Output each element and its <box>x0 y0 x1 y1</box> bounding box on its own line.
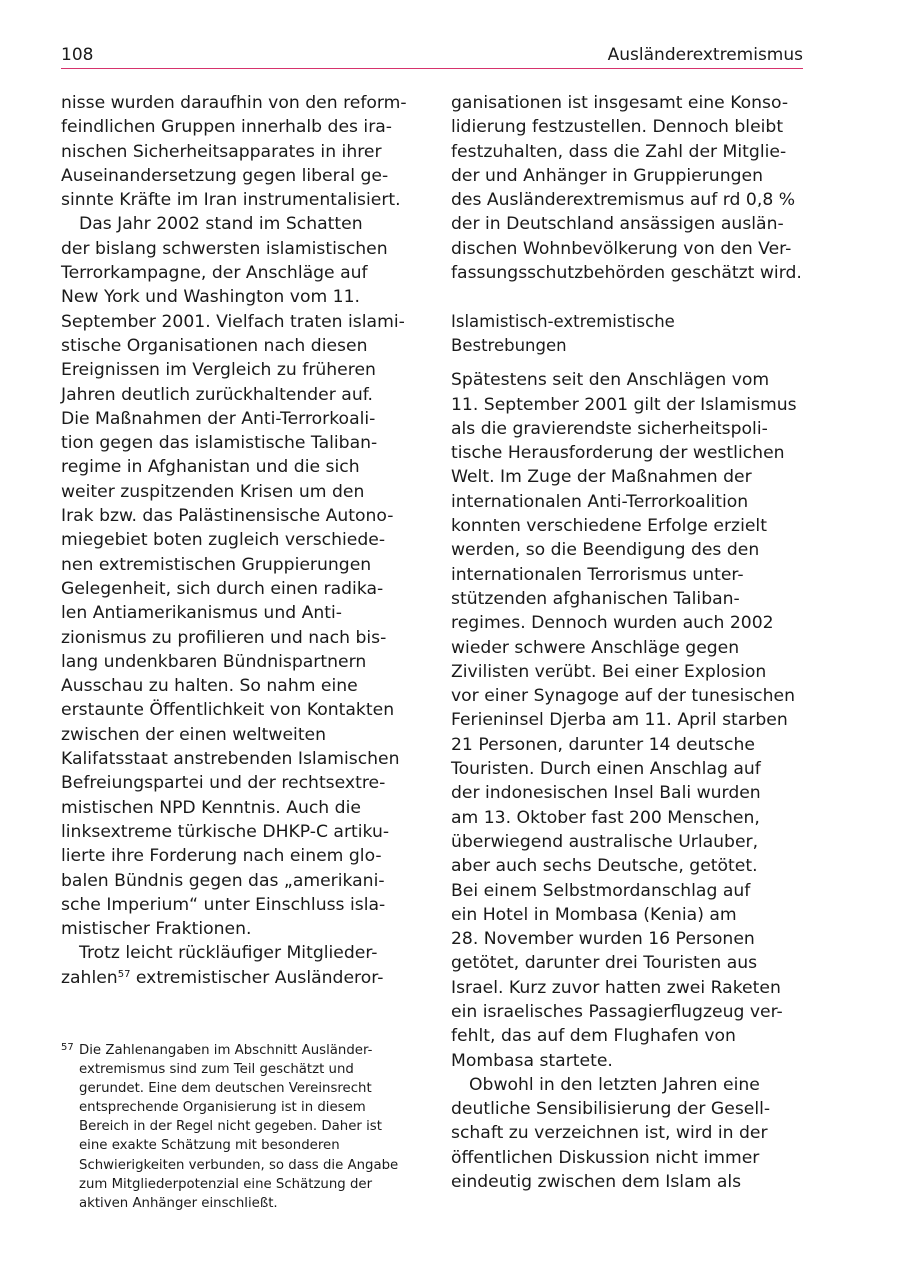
text-line: lang undenkbaren Bündnispartnern <box>61 651 367 672</box>
text-line: Obwohl in den letzten Jahren eine <box>469 1074 760 1095</box>
text-line: internationalen Anti-Terrorkoalition <box>451 491 749 512</box>
text-line: Spätestens seit den Anschlägen vom <box>451 370 770 391</box>
text-line: stützenden afghanischen Taliban- <box>451 588 740 609</box>
text-line: feindlichen Gruppen innerhalb des ira- <box>61 117 393 138</box>
text-line: konnten verschiedene Erfolge erzielt <box>451 516 767 537</box>
left-column <box>61 91 414 990</box>
text-line: Befreiungspartei und der rechtsextre- <box>61 773 386 794</box>
text-line: lidierung festzustellen. Dennoch bleibt <box>451 117 784 138</box>
footnote-line: eine exakte Schätzung mit besonderen <box>79 1138 340 1154</box>
text-line: miegebiet boten zugleich verschiede- <box>61 530 386 551</box>
text-line: ganisationen ist insgesamt eine Konso- <box>451 93 789 113</box>
text-line: getötet, darunter drei Touristen aus <box>451 953 758 974</box>
text-line: internationalen Terrorismus unter- <box>451 564 744 585</box>
text-line: Jahren deutlich zurückhaltender auf. <box>61 384 373 405</box>
paragraph <box>451 368 803 1073</box>
text-line: Kalifatsstaat anstrebenden Islamischen <box>61 749 400 770</box>
footnote-line: aktiven Anhänger einschließt. <box>79 1195 278 1211</box>
text-line: aber auch sechs Deutsche, getötet. <box>451 856 758 877</box>
text-line: ein israelisches Passagierflugzeug ver- <box>451 1001 783 1022</box>
text-line: Bei einem Selbstmordanschlag auf <box>451 880 751 901</box>
text-line: deutliche Sensibilisierung der Gesell- <box>451 1099 771 1120</box>
text-line: Gelegenheit, sich durch einen radika- <box>61 578 384 599</box>
text-line: vor einer Synagoge auf der tunesischen <box>451 686 795 707</box>
text-line: 28. November wurden 16 Personen <box>451 929 755 950</box>
page-number: 108 <box>61 45 94 65</box>
text-line: Das Jahr 2002 stand im Schatten <box>79 214 363 235</box>
text-line: mistischen NPD Kenntnis. Auch die <box>61 797 361 818</box>
heading-line: Islamistisch-extremistische <box>451 311 675 331</box>
footnote-line: extremismus sind zum Teil geschätzt und <box>79 1062 354 1078</box>
paragraph <box>451 1073 803 1194</box>
text-segment: zahlen <box>61 967 118 988</box>
text-line: dischen Wohnbevölkerung von den Ver- <box>451 238 792 259</box>
text-line: tion gegen das islamistische Taliban- <box>61 433 378 454</box>
heading-line: Bestrebungen <box>451 335 567 355</box>
text-line: New York und Washington vom 11. <box>61 287 361 308</box>
text-line: September 2001. Vielfach traten islami- <box>61 311 405 332</box>
text-line: wieder schwere Anschläge gegen <box>451 637 740 658</box>
text-line: Zivilisten verübt. Bei einer Explosion <box>451 661 767 682</box>
spacer <box>451 358 803 368</box>
text-segment: extremistischer Ausländeror- <box>130 967 384 988</box>
text-line: schaft zu verzeichnen ist, wird in der <box>451 1123 768 1144</box>
footnote-line: gerundet. Eine dem deutschen Vereinsrecht <box>79 1081 372 1097</box>
text-line: werden, so die Beendigung des den <box>451 540 760 561</box>
text-line: als die gravierendste sicherheitspoli- <box>451 418 768 439</box>
text-line: fassungsschutzbehörden geschätzt wird. <box>451 263 802 284</box>
text-line: Touristen. Durch einen Anschlag auf <box>451 759 761 780</box>
footnote-line: Die Zahlenangaben im Abschnitt Ausländer- <box>79 1043 373 1058</box>
text-line: sinnte Kräfte im Iran instrumentalisiert. <box>61 190 401 211</box>
text-line: len Antiamerikanismus und Anti- <box>61 603 342 624</box>
text-line: mistischer Fraktionen. <box>61 919 252 940</box>
text-line <box>61 966 414 990</box>
text-line: regimes. Dennoch wurden auch 2002 <box>451 613 774 634</box>
right-column <box>451 91 803 1194</box>
text-line: zwischen der einen weltweiten <box>61 724 327 745</box>
text-line: weiter zuspitzenden Krisen um den <box>61 481 365 502</box>
text-line: balen Bündnis gegen das „amerikani- <box>61 870 385 891</box>
running-title: Ausländerextremismus <box>607 45 803 65</box>
text-line: der bislang schwersten islamistischen <box>61 238 388 259</box>
text-line: Terrorkampagne, der Anschläge auf <box>61 263 368 284</box>
text-line: Auseinandersetzung gegen liberal ge- <box>61 165 389 186</box>
text-line: festzuhalten, dass die Zahl der Mitglie- <box>451 141 787 162</box>
text-line: Trotz leicht rückläufiger Mitglieder- <box>79 943 378 964</box>
paragraph <box>451 91 803 285</box>
text-line: sche Imperium“ unter Einschluss isla- <box>61 894 386 915</box>
footnote <box>61 1041 414 1213</box>
spacer <box>451 285 803 309</box>
text-line: der indonesischen Insel Bali wurden <box>451 783 761 804</box>
footnote-marker: 57 <box>61 1042 74 1053</box>
text-line: regime in Afghanistan und die sich <box>61 457 360 478</box>
footnote-text <box>79 1041 414 1213</box>
paragraph <box>61 91 414 212</box>
footnote-line: Schwierigkeiten verbunden, so dass die Angabe <box>79 1157 399 1173</box>
text-line: nen extremistischen Gruppierungen <box>61 554 372 575</box>
text-line: nisse wurden daraufhin von den reform- <box>61 93 407 113</box>
text-line: des Ausländerextremismus auf rd 0,8 % <box>451 190 796 211</box>
text-line: tische Herausforderung der westlichen <box>451 443 785 464</box>
text-line: linksextreme türkische DHKP-C artiku- <box>61 821 390 842</box>
text-line: Mombasa startete. <box>451 1050 613 1071</box>
text-line: Israel. Kurz zuvor hatten zwei Raketen <box>451 977 781 998</box>
text-line: der in Deutschland ansässigen auslän- <box>451 214 784 235</box>
text-line: ein Hotel in Mombasa (Kenia) am <box>451 904 737 925</box>
footnote-line: zum Mitgliederpotenzial eine Schätzung der <box>79 1176 373 1192</box>
text-line: Irak bzw. das Palästinensische Autono- <box>61 506 394 527</box>
text-line: stische Organisationen nach diesen <box>61 335 368 356</box>
text-line: erstaunte Öffentlichkeit von Kontakten <box>61 700 395 721</box>
text-line: 11. September 2001 gilt der Islamismus <box>451 394 797 415</box>
running-header <box>61 44 803 69</box>
text-line: fehlt, das auf dem Flughafen von <box>451 1026 736 1047</box>
footnote-line: Bereich in der Regel nicht gegeben. Daher ist <box>79 1119 382 1135</box>
text-line: eindeutig zwischen dem Islam als <box>451 1172 742 1193</box>
section-heading <box>451 310 803 359</box>
paragraph <box>61 941 414 990</box>
text-line: lierte ihre Forderung nach einem glo- <box>61 846 382 867</box>
text-line: Ausschau zu halten. So nahm eine <box>61 676 358 697</box>
text-line: öffentlichen Diskussion nicht immer <box>451 1147 760 1168</box>
text-line: der und Anhänger in Gruppierungen <box>451 165 763 186</box>
text-line: Ereignissen im Vergleich zu früheren <box>61 360 376 381</box>
text-line: am 13. Oktober fast 200 Menschen, <box>451 807 760 828</box>
paragraph <box>61 212 414 941</box>
text-line: 21 Personen, darunter 14 deutsche <box>451 734 755 755</box>
text-line: Die Maßnahmen der Anti-Terrorkoali- <box>61 408 376 429</box>
footnote-reference[interactable]: 57 <box>117 968 131 980</box>
text-line: überwiegend australische Urlauber, <box>451 831 759 852</box>
text-line: Ferieninsel Djerba am 11. April starben <box>451 710 788 731</box>
text-line: nischen Sicherheitsapparates in ihrer <box>61 141 382 162</box>
text-line: zionismus zu profilieren und nach bis- <box>61 627 387 648</box>
text-line: Welt. Im Zuge der Maßnahmen der <box>451 467 752 488</box>
footnote-line: entsprechende Organisierung ist in diesem <box>79 1100 366 1116</box>
